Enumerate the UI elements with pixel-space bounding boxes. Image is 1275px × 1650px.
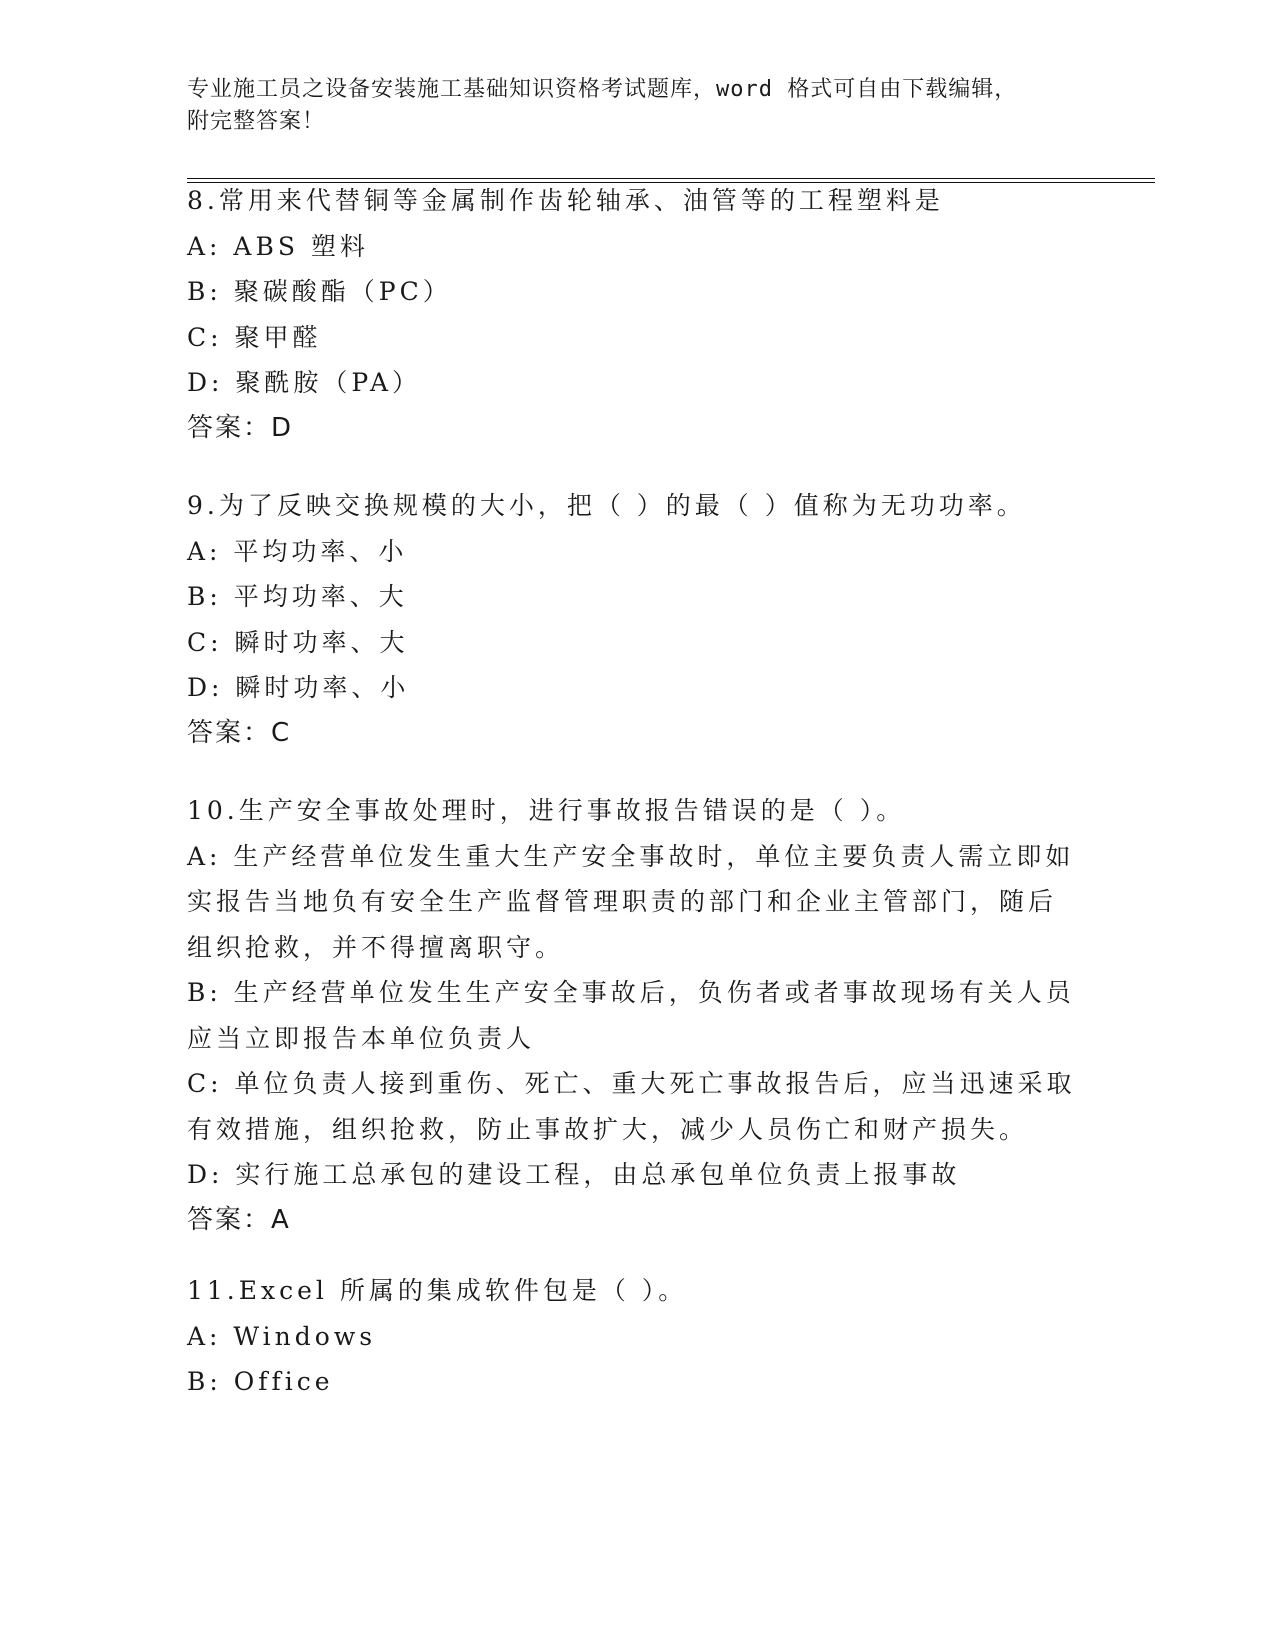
header-line-2: 附完整答案！ — [187, 109, 326, 134]
option-c: C: 瞬时功率、大 — [187, 627, 409, 657]
option-c-line: C: 单位负责人接到重伤、死亡、重大死亡事故报告后，应当迅速采取 — [187, 1069, 1076, 1098]
question-10 — [187, 788, 1087, 1243]
option-d: D: 聚酰胺（PA） — [187, 368, 421, 397]
option-a: A: 平均功率、小 — [187, 536, 408, 566]
question-9 — [187, 483, 1087, 756]
document-header — [187, 74, 1067, 138]
question-11 — [187, 1268, 1087, 1405]
option-d: D: 瞬时功率、小 — [187, 673, 410, 702]
option-b: B: Office — [187, 1367, 334, 1396]
question-stem: 8.常用来代替铜等金属制作齿轮轴承、油管等的工程塑料是 — [187, 186, 944, 215]
option-b — [187, 970, 1087, 1061]
option-a: A: Windows — [187, 1321, 377, 1351]
option-b: B: 平均功率、大 — [187, 582, 408, 611]
option-a: A: ABS 塑料 — [187, 231, 369, 261]
question-stem: 10.生产安全事故处理时，进行事故报告错误的是（ ）。 — [187, 796, 906, 825]
option-b-line: B: 生产经营单位发生生产安全事故后，负伤者或者事故现场有关人员 — [187, 978, 1075, 1007]
option-c: C: 聚甲醛 — [187, 322, 322, 352]
option-c-line: 有效措施，组织抢救，防止事故扩大，减少人员伤亡和财产损失。 — [187, 1114, 1029, 1144]
answer: 答案：A — [187, 1204, 291, 1235]
answer: 答案：C — [187, 717, 292, 748]
option-c — [187, 1061, 1087, 1152]
option-a-line: 组织抢救，并不得擅离职守。 — [187, 932, 565, 962]
answer: 答案：D — [187, 412, 294, 443]
option-a-line: 实报告当地负有安全生产监督管理职责的部门和企业主管部门，随后 — [187, 887, 1058, 916]
option-a-line: A: 生产经营单位发生重大生产安全事故时，单位主要负责人需立即如 — [187, 841, 1075, 871]
question-stem: 9.为了反映交换规模的大小，把（ ）的最（ ）值称为无功功率。 — [187, 491, 1026, 520]
option-b-line: 应当立即报告本单位负责人 — [187, 1023, 536, 1053]
question-8 — [187, 178, 1087, 451]
header-line-1: 专业施工员之设备安装施工基础知识资格考试题库，word 格式可自由下载编辑， — [187, 77, 1018, 102]
option-d: D: 实行施工总承包的建设工程，由总承包单位负责上报事故 — [187, 1160, 961, 1189]
option-a — [187, 834, 1087, 971]
question-stem: 11.Excel 所属的集成软件包是（ ）。 — [187, 1276, 688, 1305]
option-b: B: 聚碳酸酯（PC） — [187, 277, 452, 306]
